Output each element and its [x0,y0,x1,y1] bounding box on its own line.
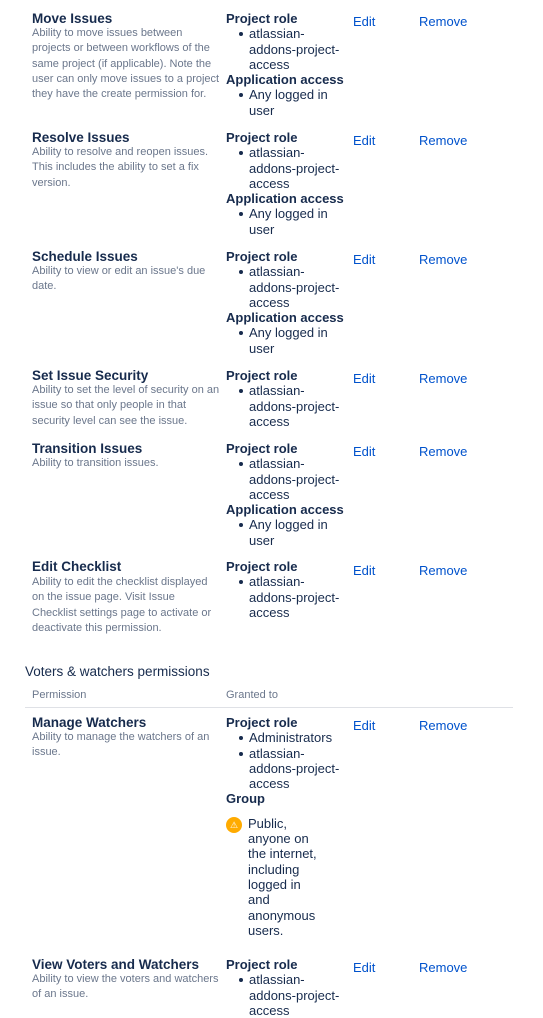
role-item: atlassian-addons-project-access [226,574,348,620]
permission-description: Ability to view or edit an issue's due date. [32,265,206,293]
group-label: Group [226,791,265,807]
role-item: atlassian-addons-project-access [226,456,348,502]
project-role-label: Project role [226,11,298,26]
role-item: atlassian-addons-project-access [226,972,348,1018]
edit-button[interactable]: Edit [353,14,376,29]
permission-description: Ability to view the voters and watchers of an issue. [32,973,219,1001]
project-role-label: Project role [226,441,298,456]
edit-button[interactable]: Edit [353,960,376,975]
permission-description: Ability to move issues between projects or between workflows of the same project (if applicable). Note the user can only move issues to a project they have the create permission for. [32,27,220,101]
column-header-permission: Permission [32,689,87,701]
app-access-item: Any logged in user [226,206,348,237]
permission-description: Ability to edit the checklist displayed on the issue page. Visit Issue Checklist settings page to activate or deactivate this permission. [32,576,212,634]
project-role-label: Project role [226,368,298,383]
role-item: atlassian-addons-project-access [226,145,348,191]
permission-name: Resolve Issues [32,130,130,145]
edit-button[interactable]: Edit [353,444,376,459]
granted-to [226,368,348,429]
header-divider [25,707,513,708]
edit-button[interactable]: Edit [353,252,376,267]
permission-description: Ability to transition issues. [32,457,159,469]
section-title: Voters & watchers permissions [25,664,210,679]
edit-button[interactable]: Edit [353,563,376,578]
granted-to [226,130,348,237]
granted-to [226,441,348,548]
project-role-label: Project role [226,957,298,972]
project-role-label: Project role [226,249,298,264]
app-access-item: Any logged in user [226,517,348,548]
permission-name: Move Issues [32,11,113,26]
role-item: atlassian-addons-project-access [226,26,348,72]
column-header-granted-to: Granted to [226,689,278,701]
granted-to [226,249,348,356]
application-access-label: Application access [226,191,344,207]
application-access-label: Application access [226,502,344,518]
role-item: Administrators [226,730,348,745]
project-role-label: Project role [226,130,298,145]
role-item: atlassian-addons-project-access [226,746,348,792]
project-role-label: Project role [226,715,298,730]
remove-button[interactable]: Remove [419,960,468,975]
remove-button[interactable]: Remove [419,563,468,578]
application-access-label: Application access [226,72,344,88]
granted-to [226,957,348,1018]
edit-button[interactable]: Edit [353,718,376,733]
role-item: atlassian-addons-project-access [226,383,348,429]
granted-to [226,559,348,620]
permission-description: Ability to resolve and reopen issues. This includes the ability to set a fix version. [32,146,209,189]
permission-name: Edit Checklist [32,559,122,574]
remove-button[interactable]: Remove [419,718,468,733]
remove-button[interactable]: Remove [419,444,468,459]
application-access-label: Application access [226,310,344,326]
remove-button[interactable]: Remove [419,14,468,29]
permission-name: View Voters and Watchers [32,957,200,972]
public-group-text: Public, anyone on the internet, including logged in and anonymous users. [248,815,317,938]
permission-name: Set Issue Security [32,368,149,383]
warning-icon: ⚠ [226,817,242,833]
edit-button[interactable]: Edit [353,133,376,148]
public-group-entry [226,816,348,938]
permission-name: Transition Issues [32,441,143,456]
project-role-label: Project role [226,559,298,574]
edit-button[interactable]: Edit [353,371,376,386]
app-access-item: Any logged in user [226,325,348,356]
permission-description: Ability to manage the watchers of an issue. [32,731,210,759]
app-access-item: Any logged in user [226,87,348,118]
granted-to [226,715,348,938]
permission-name: Manage Watchers [32,715,147,730]
remove-button[interactable]: Remove [419,371,468,386]
remove-button[interactable]: Remove [419,133,468,148]
permission-name: Schedule Issues [32,249,138,264]
granted-to [226,11,348,118]
remove-button[interactable]: Remove [419,252,468,267]
role-item: atlassian-addons-project-access [226,264,348,310]
permission-description: Ability to set the level of security on an issue so that only people in that security level can see the issue. [32,384,220,427]
